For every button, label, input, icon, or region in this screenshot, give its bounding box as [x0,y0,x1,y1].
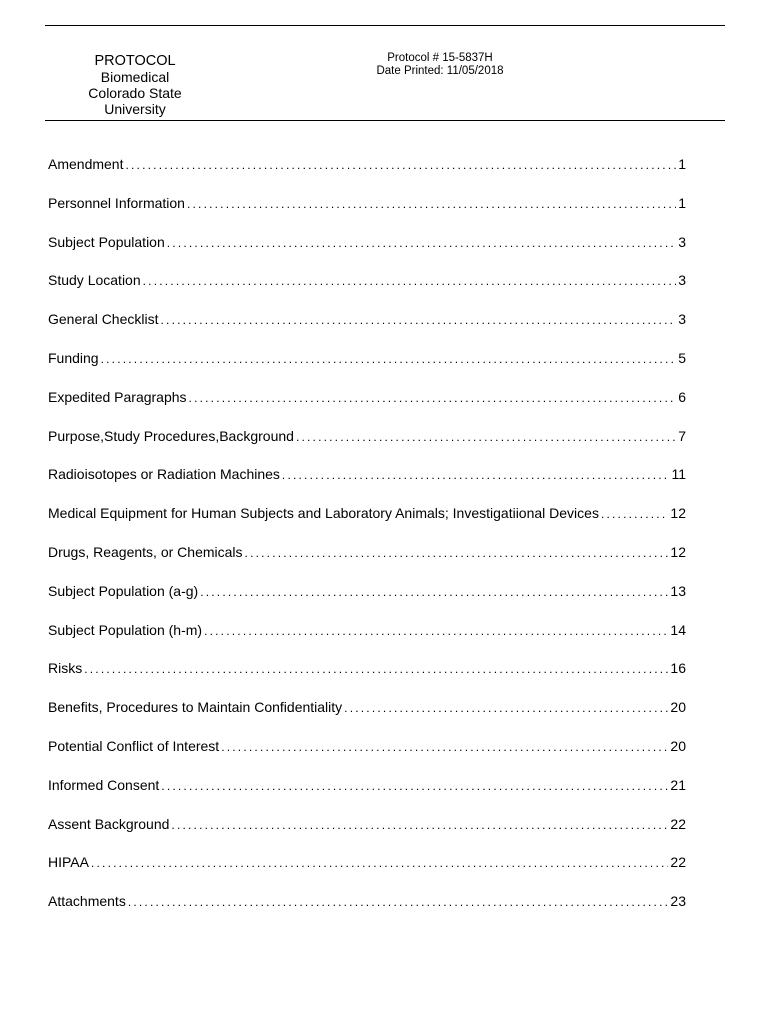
org-line-category: Biomedical [100,69,170,85]
toc-entry[interactable] [48,777,686,816]
toc-entry[interactable] [48,738,686,777]
toc-entry-page-number: 1 [678,194,686,211]
toc-entry[interactable] [48,428,686,467]
dot-leader [161,313,677,327]
toc-entry-title: Risks [48,660,83,677]
toc-entry-title: Drugs, Reagents, or Chemicals [48,543,243,560]
toc-entry[interactable] [48,195,686,234]
dot-leader [84,662,668,676]
toc-entry-page-number: 23 [670,893,686,910]
toc-entry-title: Expedited Paragraphs [48,388,187,405]
toc-entry-title: Attachments [48,893,126,910]
toc-entry[interactable] [48,156,686,195]
toc-entry-page-number: 20 [670,699,686,716]
toc-entry-page-number: 22 [670,815,686,832]
dot-leader [143,274,677,288]
dot-leader [189,391,677,405]
toc-entry-page-number: 1 [678,156,686,172]
toc-entry[interactable] [48,854,686,893]
toc-entry[interactable] [48,466,686,505]
toc-entry-title: Assent Background [48,815,170,832]
toc-entry-page-number: 11 [671,466,686,483]
toc-entry-page-number: 6 [678,388,686,405]
toc-entry[interactable] [48,311,686,350]
toc-entry-title: Potential Conflict of Interest [48,737,220,754]
toc-entry-page-number: 22 [670,854,686,871]
toc-entry-title: Benefits, Procedures to Maintain Confidentiality [48,699,343,716]
toc-entry-title: Informed Consent [48,776,160,793]
dot-leader [167,236,676,250]
toc-entry[interactable] [48,505,686,544]
dot-leader [296,430,676,444]
toc-entry[interactable] [48,234,686,273]
toc-entry-page-number: 20 [670,737,686,754]
toc-entry-title: Subject Population (h-m) [48,621,203,638]
dot-leader [101,352,677,366]
protocol-heading: PROTOCOL [94,53,176,69]
toc-entry[interactable] [48,893,686,932]
table-of-contents [48,156,686,932]
protocol-number: Protocol # 15-5837H [387,52,493,64]
dot-leader [200,585,668,599]
toc-entry-title: Amendment [48,156,124,172]
protocol-meta [365,52,515,78]
dot-leader [128,895,669,909]
toc-entry-page-number: 5 [678,349,686,366]
toc-entry-title: Medical Equipment for Human Subjects and Laboratory Animals; Investigatiional Devices [48,505,599,522]
toc-entry-title: Subject Population (a-g) [48,582,199,599]
toc-entry-title: Funding [48,349,99,366]
toc-entry-page-number: 13 [670,582,686,599]
toc-entry[interactable] [48,699,686,738]
dot-leader [221,740,668,754]
dot-leader [187,197,676,211]
toc-entry-title: Subject Population [48,233,165,250]
dot-leader [161,779,668,793]
dot-leader [282,468,670,482]
dot-leader [91,856,668,870]
dot-leader [125,158,676,172]
org-line-university: University [104,101,166,117]
toc-entry-page-number: 21 [670,776,686,793]
toc-entry-page-number: 3 [678,233,686,250]
toc-entry-page-number: 12 [670,505,686,522]
toc-entry-page-number: 3 [678,311,686,328]
toc-entry[interactable] [48,816,686,855]
toc-entry[interactable] [48,350,686,389]
dot-leader [171,818,668,832]
org-line-university-name: Colorado State [88,85,182,101]
dot-leader [601,507,668,521]
toc-entry-title: Purpose,Study Procedures,Background [48,427,294,444]
toc-entry-title: General Checklist [48,311,159,328]
toc-entry-title: Study Location [48,272,141,289]
toc-entry-page-number: 3 [678,272,686,289]
toc-entry-title: HIPAA [48,854,89,871]
dot-leader [245,546,669,560]
toc-entry-page-number: 14 [670,621,686,638]
toc-entry[interactable] [48,272,686,311]
toc-entry[interactable] [48,544,686,583]
toc-entry[interactable] [48,389,686,428]
toc-entry-page-number: 7 [678,427,686,444]
toc-entry[interactable] [48,622,686,661]
dot-leader [344,701,668,715]
date-printed: Date Printed: 11/05/2018 [376,65,504,77]
toc-entry[interactable] [48,583,686,622]
organization-block [75,53,195,117]
document-header [45,25,725,121]
toc-entry-title: Radioisotopes or Radiation Machines [48,466,280,483]
dot-leader [204,624,668,638]
toc-entry-page-number: 16 [670,660,686,677]
toc-entry-title: Personnel Information [48,194,185,211]
toc-entry[interactable] [48,660,686,699]
toc-entry-page-number: 12 [670,543,686,560]
